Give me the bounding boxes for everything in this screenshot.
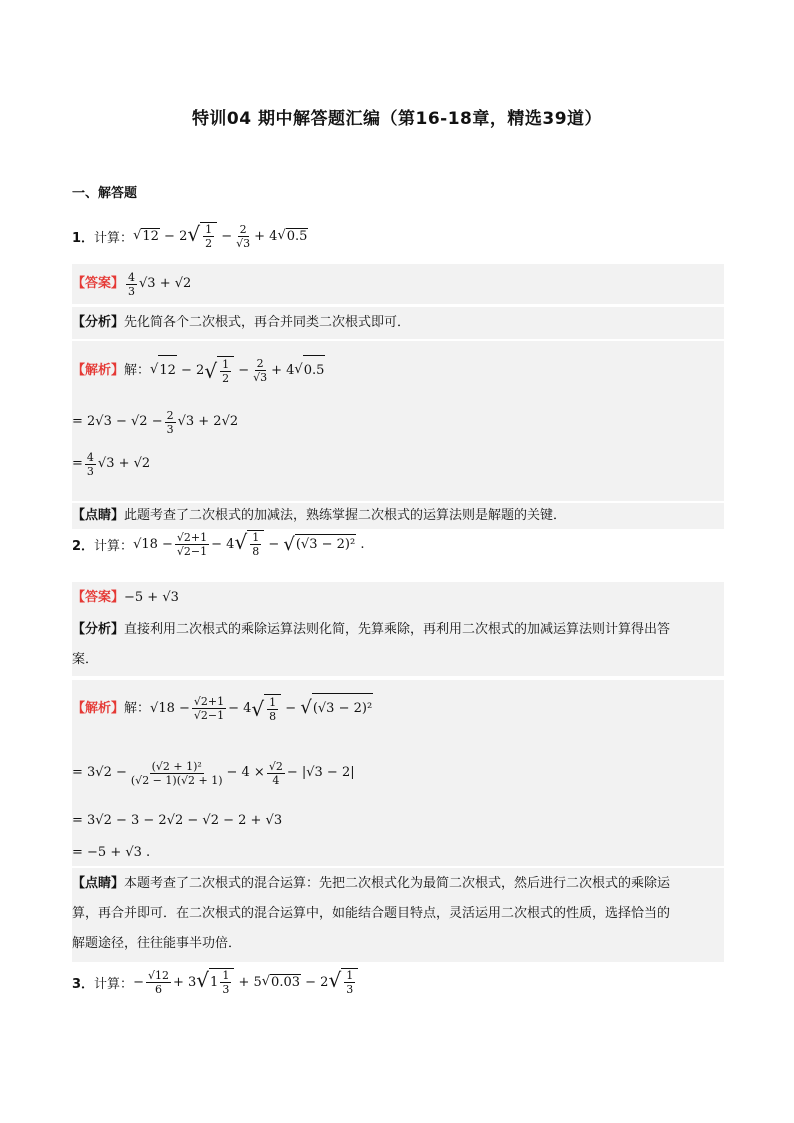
analysis-text: 先化简各个二次根式，再合并同类二次根式即可． xyxy=(124,315,411,330)
solution-row-2 xyxy=(72,407,238,437)
analysis-row-cont xyxy=(72,645,98,675)
question-1 xyxy=(72,222,308,250)
solution-tag: 【解析】 xyxy=(72,362,125,378)
comment-text: 本题考查了二次根式的混合运算：先把二次根式化为最简二次根式，然后进行二次根式的乘除运 xyxy=(124,876,671,891)
solution-math: = 3√2 − 3 − 2√2 − √2 − 2 + √3 xyxy=(72,813,283,828)
question-prompt: 计算： xyxy=(94,538,134,554)
solution-math: = $\frac{4}{3}$ √3 + √2 xyxy=(72,450,151,478)
question-2 xyxy=(72,530,364,558)
analysis-row xyxy=(72,615,670,645)
solution-row-3 xyxy=(72,449,150,479)
solution-math: = −5 + √3 . xyxy=(72,845,151,860)
solution-row-1 xyxy=(72,355,325,386)
question-3 xyxy=(72,968,358,996)
solution-math: = 2√3 − √2 − $\frac{2}{3}$ √3 + 2√2 xyxy=(72,408,239,436)
answer-math: $\frac{4}{3}$ √3 + √2 xyxy=(128,270,192,298)
question-prompt: 计算： xyxy=(94,976,134,992)
solution-row-4 xyxy=(72,838,150,868)
solution-math: √ 12 − 2 √ $\frac{1}{2}$ − $\frac{2}{√3}$ + 4 √ 0.5 xyxy=(150,357,325,385)
answer-tag: 【答案】 xyxy=(72,590,125,605)
analysis-text: 案． xyxy=(72,652,99,667)
solve-label: 解： xyxy=(124,362,151,378)
comment-row xyxy=(72,501,566,531)
question-prompt: 计算： xyxy=(94,230,134,246)
answer-row xyxy=(72,269,191,299)
solution-row-3 xyxy=(72,806,282,836)
solution-math: √18 − $\frac{√2+1}{√2-1}$ − 4 √ $\frac{1}{8}$ − √ (√3 − 2)² xyxy=(150,695,373,723)
solution-row-2 xyxy=(72,758,355,788)
answer-math: −5 + √3 xyxy=(124,590,179,605)
comment-row-cont xyxy=(72,929,241,959)
comment-text: 解题途径，往往能事半功倍． xyxy=(72,936,242,951)
comment-text: 此题考查了二次根式的加减法，熟练掌握二次根式的运算法则是解题的关键． xyxy=(124,508,567,523)
answer-tag: 【答案】 xyxy=(72,276,125,291)
comment-tag: 【点睛】 xyxy=(72,876,125,891)
solution-tag: 【解析】 xyxy=(72,700,125,716)
analysis-tag: 【分析】 xyxy=(72,622,125,637)
analysis-tag: 【分析】 xyxy=(72,315,125,330)
solve-label: 解： xyxy=(124,700,151,716)
page-title: 特训04 期中解答题汇编（第16-18章，精选39道） xyxy=(191,109,603,129)
solution-math: = 3√2 − $\frac{\text{(√2 + 1)²}}{(√2 - 1)(√2 + 1)}$ − 4 × $\frac{√2}{4}$ − |√3 − 2| xyxy=(72,759,355,787)
question-number: 3． xyxy=(72,976,95,992)
comment-tag: 【点睛】 xyxy=(72,508,125,523)
answer-row xyxy=(72,583,179,613)
comment-row xyxy=(72,869,670,899)
math-expression: √ 12 − 2 √ $\frac{1}{2}$ − $\frac{2}{√3}$ + 4 √ 0.5 xyxy=(133,222,308,250)
comment-text: 算，再合并即可．在二次根式的混合运算中，如能结合题目特点，灵活运用二次根式的性质，选择恰当的 xyxy=(72,906,671,921)
question-number: 1． xyxy=(72,230,95,246)
math-expression: √18 − $\frac{√2+1}{√2-1}$ − 4 √ $\frac{1}{8}$ − √ (√3 − 2)² . xyxy=(133,530,365,558)
question-number: 2． xyxy=(72,538,95,554)
section-heading: 一、解答题 xyxy=(72,186,138,201)
comment-row-cont xyxy=(72,899,670,929)
solution-row-1 xyxy=(72,693,373,724)
analysis-row xyxy=(72,308,410,338)
analysis-text: 直接利用二次根式的乘除运算法则化简，先算乘除，再利用二次根式的加减运算法则计算得出答 xyxy=(124,622,671,637)
math-expression: − $\frac{√12}{6}$ + 3 √ 1 $\frac{1}{3}$ + 5 √ 0.03 − 2 √ $\frac{1}{3}$ xyxy=(133,968,358,996)
